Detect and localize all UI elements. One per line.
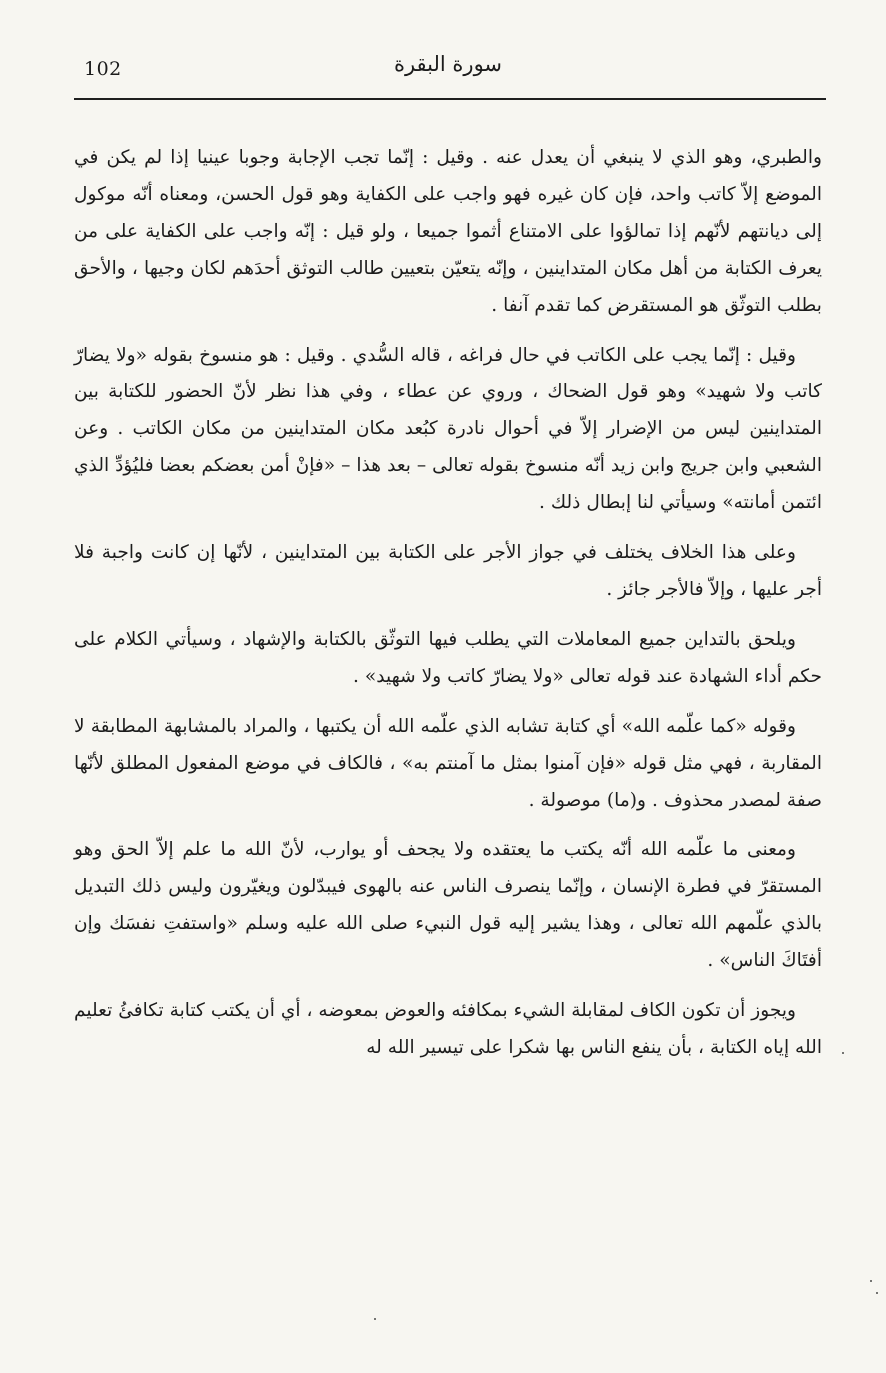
paragraph-7: ويجوز أن تكون الكاف لمقابلة الشيء بمكافئه والعوض بمعوضه ، أي أن يكتب كتابة تكافئُ تعليم الله إياه الكتابة ، بأن ينفع الناس بها شكرا على تيسير الله له xyxy=(74,1000,822,1058)
paragraph-1: والطبري، وهو الذي لا ينبغي أن يعدل عنه . وقيل : إنّما تجب الإجابة وجوبا عينيا إذا لم يكن في الموضع إلاّ كاتب واحد، فإن كان غيره فهو واجب على الكفاية وهو قول الحسن، ومعناه أنّه موكول إلى ديانتهم لأنّهم إذا تمالؤوا على الامتناع أثموا جميعا ، ولو قيل : إنّه واجب على الكفاية على من يعرف الكتابة من أهل مكان المتداينين ، وإنّه يتعيّن بتعيين طالب التوثق أحدَهم لكان وجيها ، والأحق بطلب التوثّق هو المستقرض كما تقدم آنفا . xyxy=(74,147,822,316)
paragraph-2: وقيل : إنّما يجب على الكاتب في حال فراغه ، قاله السُّدي . وقيل : هو منسوخ بقوله «ولا يضارّ كاتب ولا شهيد» وهو قول الضحاك ، وروي عن عطاء ، وفي هذا نظر لأنّ الحضور للكتابة بين المتداينين ليس من الإضرار إلاّ في أحوال نادرة كبُعد مكان المتداينين من مكان الكاتب . وعن الشعبي وابن جريج وابن زيد أنّه منسوخ بقوله تعالى – بعد هذا – «فإنْ أمن بعضكم بعضا فليُؤدِّ الذي ائتمن أمانته» وسيأتي لنا إبطال ذلك . xyxy=(74,344,822,514)
scan-speck xyxy=(870,1280,872,1282)
paragraph-5: وقوله «كما علّمه الله» أي كتابة تشابه الذي علّمه الله أن يكتبها ، والمراد بالمشابهة المطابقة لا المقاربة ، فهي مثل قوله «فإن آمنوا بمثل ما آمنتم به» ، فالكاف في موضع المفعول المطلق لأنّها صفة لمصدر محذوف . و(ما) موصولة . xyxy=(74,715,822,811)
paragraph-4: ويلحق بالتداين جميع المعاملات التي يطلب فيها التوثّق بالكتابة والإشهاد ، وسيأتي الكلام على حكم أداء الشهادة عند قوله تعالى «ولا يضارّ كاتب ولا شهيد» . xyxy=(74,628,822,687)
scan-speck xyxy=(876,1292,878,1294)
header-rule xyxy=(74,98,826,100)
scan-speck xyxy=(374,1318,376,1320)
page-number: 102 xyxy=(84,58,122,80)
paragraph-6: ومعنى ما علّمه الله أنّه يكتب ما يعتقده ولا يجحف أو يوارب، لأنّ الله ما علم إلاّ الحق وهو المستقرّ في فطرة الإنسان ، وإنّما ينصرف الناس عنه بالهوى فيبدّلون ويغيّرون وليس ذلك التبديل بالذي علّمهم الله تعالى ، وهذا يشير إليه قول النبيء صلى الله عليه وسلم «واستفتِ نفسَك وإن أفتَاكَ الناس» . xyxy=(74,839,822,972)
page-header xyxy=(74,46,822,96)
body-text xyxy=(74,140,822,1080)
paragraph-3: وعلى هذا الخلاف يختلف في جواز الأجر على الكتابة بين المتداينين ، لأنّها إن كانت واجبة فلا أجر عليها ، وإلاّ فالأجر جائز . xyxy=(74,542,822,600)
running-title: سورة البقرة xyxy=(393,52,503,76)
scan-speck xyxy=(842,1052,844,1054)
